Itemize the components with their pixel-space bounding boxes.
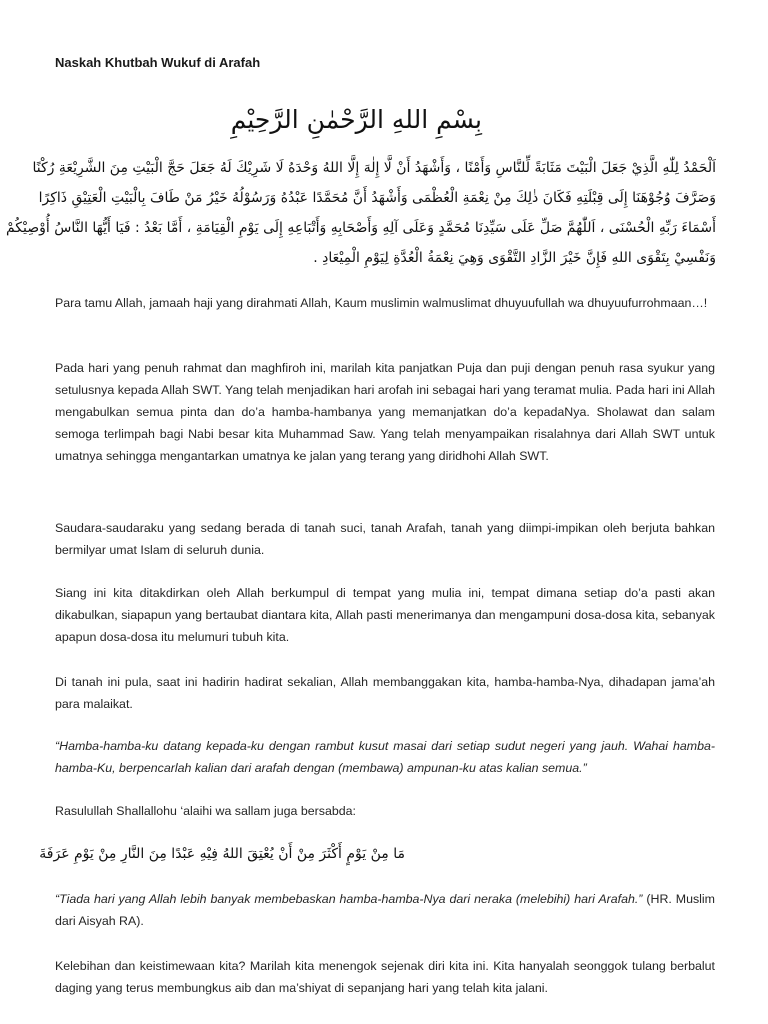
paragraph-quote: “Hamba-hamba-ku datang kepada-ku dengan rambut kusut masai dari setiap sudut negeri yang jauh. Wahai hamba-hamba-Ku, berpencarlah kalian dari arafah dengan (membawa) ampunan-ku atas kalian semua.”: [55, 739, 715, 775]
paragraph-hadith-intro: Rasulullah Shallallohu ‘alaihi wa sallam juga bersabda:: [55, 804, 356, 818]
arabic-opening-line: أَسْمَاءَ رَبِّهِ الْحُسْنَى ، اَللّٰهُمَّ صَلِّ عَلَى سَيِّدِنَا مُحَمَّدٍ وَعَلَى آلِهِ وَأَصْحَابِهِ وَأَتْبَاعِهِ إِلَى يَوْمِ الْقِيَامَةِ ، أَمَّا بَعْدُ : فَيَا أَيُّهَا النَّاسُ أُوْصِيْكُمْ: [5, 220, 716, 236]
document-title: Naskah Khutbah Wukuf di Arafah: [55, 55, 261, 70]
paragraph-holy-land: Saudara-saudaraku yang sedang berada di tanah suci, tanah Arafah, tanah yang diimpi-impikan oleh berjuta bahkan bermilyar umat Islam di seluruh dunia.: [55, 521, 715, 557]
arabic-opening: [5, 153, 716, 273]
hadith-arabic: مَا مِنْ يَوْمٍ أَكْثَرَ مِنْ أَنْ يُعْتِقَ اللهُ فِيْهِ عَبْدًا مِنَ النَّارِ مِنْ يَوْمِ عَرَفَةَ: [39, 846, 405, 862]
hadith-source: (HR. Muslim dari Aisyah RA).: [55, 892, 715, 928]
paragraph-greeting: Para tamu Allah, jamaah haji yang dirahmati Allah, Kaum muslimin walmuslimat dhuyuufullah wa dhuyuufurrohmaan…!: [55, 296, 708, 310]
paragraph-closing: Kelebihan dan keistimewaan kita? Marilah kita menengok sejenak diri kita ini. Kita hanyalah seonggok tulang berbalut daging yang terus membungkus aib dan ma’shiyat di sepanjang hari yang telah kita jalani.: [55, 959, 715, 995]
paragraph-gathering: Siang ini kita ditakdirkan oleh Allah berkumpul di tempat yang mulia ini, tempat dimana setiap do’a pasti akan dikabulkan, siapapun yang bertaubat diantara kita, Allah pasti menerimanya dan mengampuni dosa-dosa kita, sebanyak apapun dosa-dosa itu melumuri tubuh kita.: [55, 586, 715, 644]
arabic-opening-line: وَصَرَّفَ وُجُوْهَنَا إِلَى قِبْلَتِهِ فَكَانَ ذٰلِكَ مِنْ نِعْمَةِ الْعُظْمَى وَأَشْهَدُ أَنَّ مُحَمَّدًا عَبْدُهُ وَرَسُوْلُهُ خَيْرُ مَنْ طَافَ بِالْبَيْتِ الْعَتِيْقِ ذَاكِرًا: [38, 190, 716, 206]
basmala-calligraphy: بِسْمِ اللهِ الرَّحْمٰنِ الرَّحِيْمِ: [230, 105, 482, 134]
paragraph-praise: Pada hari yang penuh rahmat dan maghfiroh ini, marilah kita panjatkan Puja dan puji dengan penuh rasa syukur yang setulusnya kepada Allah SWT. Yang telah menjadikan hari arofah ini sebagai hari yang teramat mulia. Pada hari ini Allah mengabulkan semua pinta dan do’a hamba-hambanya yang memanjatkan do’a kepadaNya. Sholawat dan salam semoga terlimpah bagi Nabi besar kita Muhammad Saw. Yang telah menyampaikan risalahnya dari Allah SWT untuk umatnya sehingga mengantarkan umatnya ke jalan yang terang yang diridhohi Allah SWT.: [55, 361, 715, 463]
paragraph-proud: Di tanah ini pula, saat ini hadirin hadirat sekalian, Allah membanggakan kita, hamba-hamba-Nya, dihadapan jama’ah para malaikat.: [55, 675, 715, 711]
hadith-translation-text: “Tiada hari yang Allah lebih banyak membebaskan hamba-hamba-Nya dari neraka (melebihi) hari Arafah.”: [55, 892, 643, 906]
paragraph-hadith-translation: [55, 888, 715, 932]
arabic-opening-line: اَلْحَمْدُ لِلّٰهِ الَّذِيْ جَعَلَ الْبَيْتَ مَثَابَةً لِّلنَّاسِ وَأَمْنًا ، وَأَشْهَدُ أَنْ لَّا إِلٰهَ إِلَّا اللهُ وَحْدَهُ لَا شَرِيْكَ لَهُ جَعَلَ حَجَّ الْبَيْتِ مِنَ الشَّرِيْعَةِ رُكْنًا: [32, 160, 716, 176]
arabic-opening-line: وَنَفْسِيْ بِتَقْوَى اللهِ فَإِنَّ خَيْرَ الزَّادِ التَّقْوَى وَهِيَ نِعْمَةُ الْعُدَّةِ لِيَوْمِ الْمِيْعَادِ .: [313, 250, 716, 266]
